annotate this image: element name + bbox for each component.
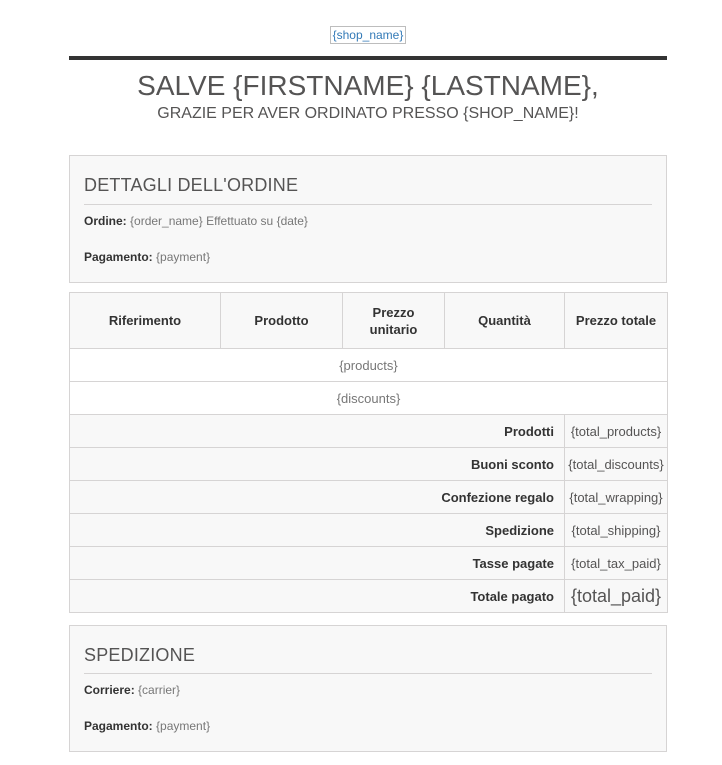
- carrier-line: [84, 682, 180, 698]
- logo-container: [0, 26, 722, 44]
- shipping-divider: [84, 673, 652, 674]
- summary-row: [70, 514, 668, 547]
- total-paid-value: {total_paid}: [565, 580, 668, 613]
- header-prezzo-unitario: Prezzo unitario: [343, 293, 445, 349]
- summary-label: Tasse pagate: [70, 547, 565, 580]
- greeting-title: SALVE {FIRSTNAME} {LASTNAME},: [137, 70, 599, 101]
- summary-label: Confezione regalo: [70, 481, 565, 514]
- carrier-value: {carrier}: [138, 683, 181, 697]
- greeting-subtitle: GRAZIE PER AVER ORDINATO PRESSO {SHOP_NAME}!: [157, 105, 579, 122]
- header-quantita: Quantità: [445, 293, 565, 349]
- table-header-row: [70, 293, 668, 349]
- summary-row-total: [70, 580, 668, 613]
- order-details-box: [69, 155, 667, 283]
- order-details-title: DETTAGLI DELL'ORDINE: [84, 175, 299, 195]
- order-label: Ordine:: [84, 214, 127, 228]
- payment-value: {payment}: [156, 250, 211, 264]
- shipping-payment-line: [84, 718, 210, 734]
- shipping-title: SPEDIZIONE: [84, 645, 196, 665]
- header-riferimento: Riferimento: [70, 293, 221, 349]
- discounts-cell: {discounts}: [70, 382, 668, 415]
- summary-value: {total_wrapping}: [565, 481, 668, 514]
- table-row: [70, 382, 668, 415]
- header-prodotto: Prodotto: [221, 293, 343, 349]
- shipping-payment-label: Pagamento:: [84, 719, 153, 733]
- order-value: {order_name} Effettuato su {date}: [130, 214, 308, 228]
- summary-value: {total_discounts}: [565, 448, 668, 481]
- summary-row: [70, 448, 668, 481]
- summary-row: [70, 547, 668, 580]
- summary-row: [70, 481, 668, 514]
- summary-label: Spedizione: [70, 514, 565, 547]
- payment-line: [84, 249, 210, 265]
- summary-row: [70, 415, 668, 448]
- summary-value: {total_products}: [565, 415, 668, 448]
- products-cell: {products}: [70, 349, 668, 382]
- shipping-payment-value: {payment}: [156, 719, 211, 733]
- shipping-box: [69, 625, 667, 752]
- order-table: [69, 292, 668, 613]
- header-prezzo-totale: Prezzo totale: [565, 293, 668, 349]
- shop-logo[interactable]: {shop_name}: [330, 26, 407, 44]
- table-row: [70, 349, 668, 382]
- carrier-label: Corriere:: [84, 683, 135, 697]
- total-paid-label: Totale pagato: [70, 580, 565, 613]
- header-divider: [69, 56, 667, 60]
- order-details-divider: [84, 204, 652, 205]
- order-line: [84, 213, 308, 229]
- summary-label: Buoni sconto: [70, 448, 565, 481]
- summary-value: {total_shipping}: [565, 514, 668, 547]
- summary-value: {total_tax_paid}: [565, 547, 668, 580]
- summary-label: Prodotti: [70, 415, 565, 448]
- payment-label: Pagamento:: [84, 250, 153, 264]
